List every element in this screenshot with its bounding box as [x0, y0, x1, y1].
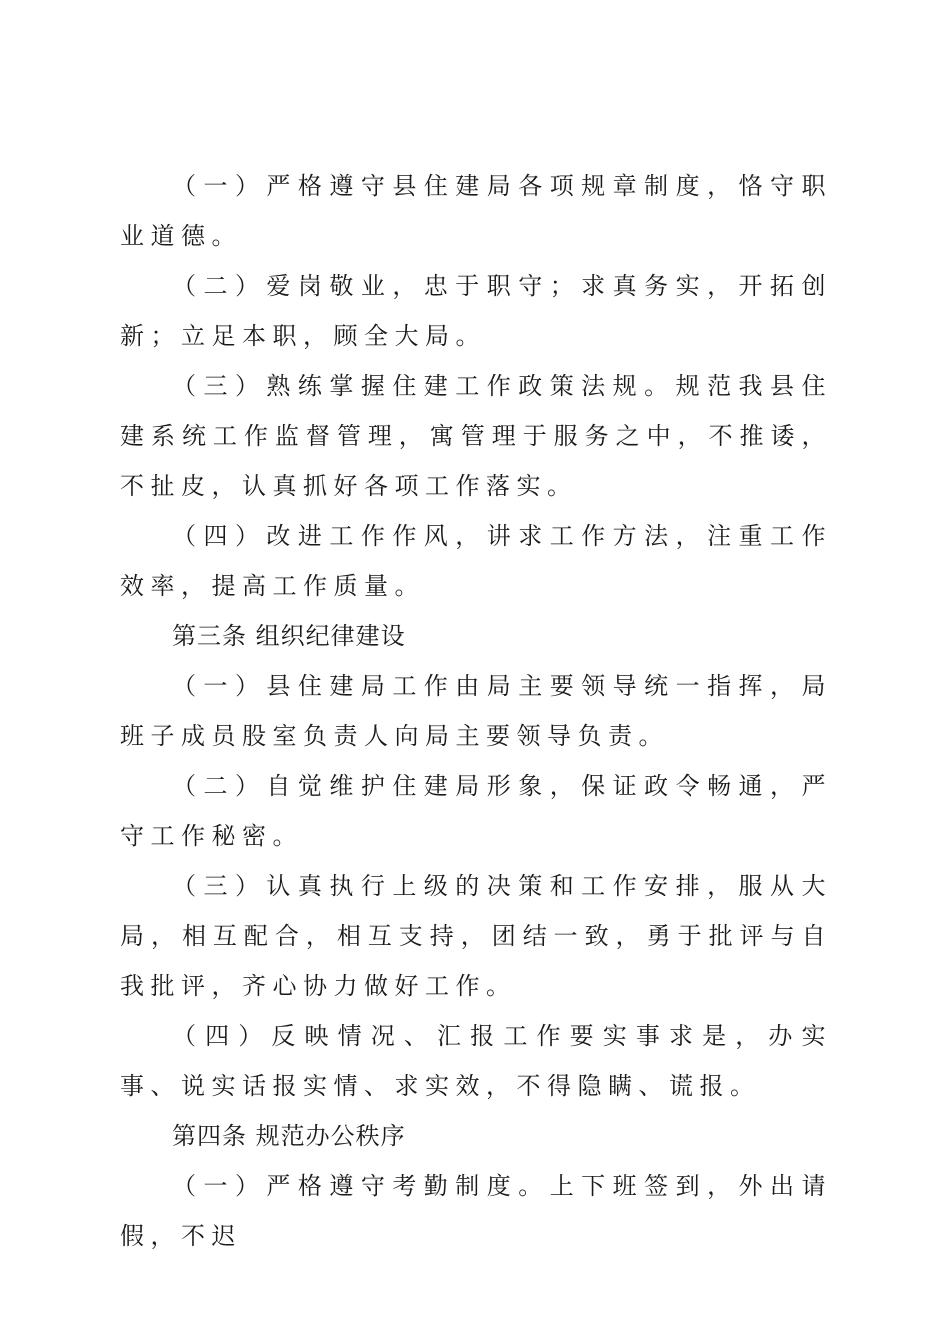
- clause-item: （三）认真执行上级的决策和工作安排，服从大局，相互配合，相互支持，团结一致，勇于批评与自我批评，齐心协力做好工作。: [120, 872, 832, 1000]
- clause-item: （二）自觉维护住建局形象，保证政令畅通，严守工作秘密。: [120, 772, 832, 850]
- article-heading: 第四条 规范办公秩序: [172, 1122, 406, 1150]
- clause-item: （二）爱岗敬业，忠于职守；求真务实，开拓创新；立足本职，顾全大局。: [120, 272, 832, 350]
- clause-item: （一）县住建局工作由局主要领导统一指挥，局班子成员股室负责人向局主要领导负责。: [120, 672, 832, 750]
- article-heading: 第三条 组织纪律建设: [172, 622, 406, 650]
- clause-item: （一）严格遵守县住建局各项规章制度，恪守职业道德。: [120, 172, 832, 250]
- clause-item: （一）严格遵守考勤制度。上下班签到，外出请假，不迟: [120, 1172, 832, 1250]
- document-page: [120, 161, 832, 1261]
- clause-item: （三）熟练掌握住建工作政策法规。规范我县住建系统工作监督管理，寓管理于服务之中，不推诿，不扯皮，认真抓好各项工作落实。: [120, 372, 832, 500]
- clause-item: （四）改进工作作风，讲求工作方法，注重工作效率，提高工作质量。: [120, 522, 832, 600]
- clause-item: （四）反映情况、汇报工作要实事求是，办实事、说实话报实情、求实效，不得隐瞒、谎报。: [120, 1022, 832, 1100]
